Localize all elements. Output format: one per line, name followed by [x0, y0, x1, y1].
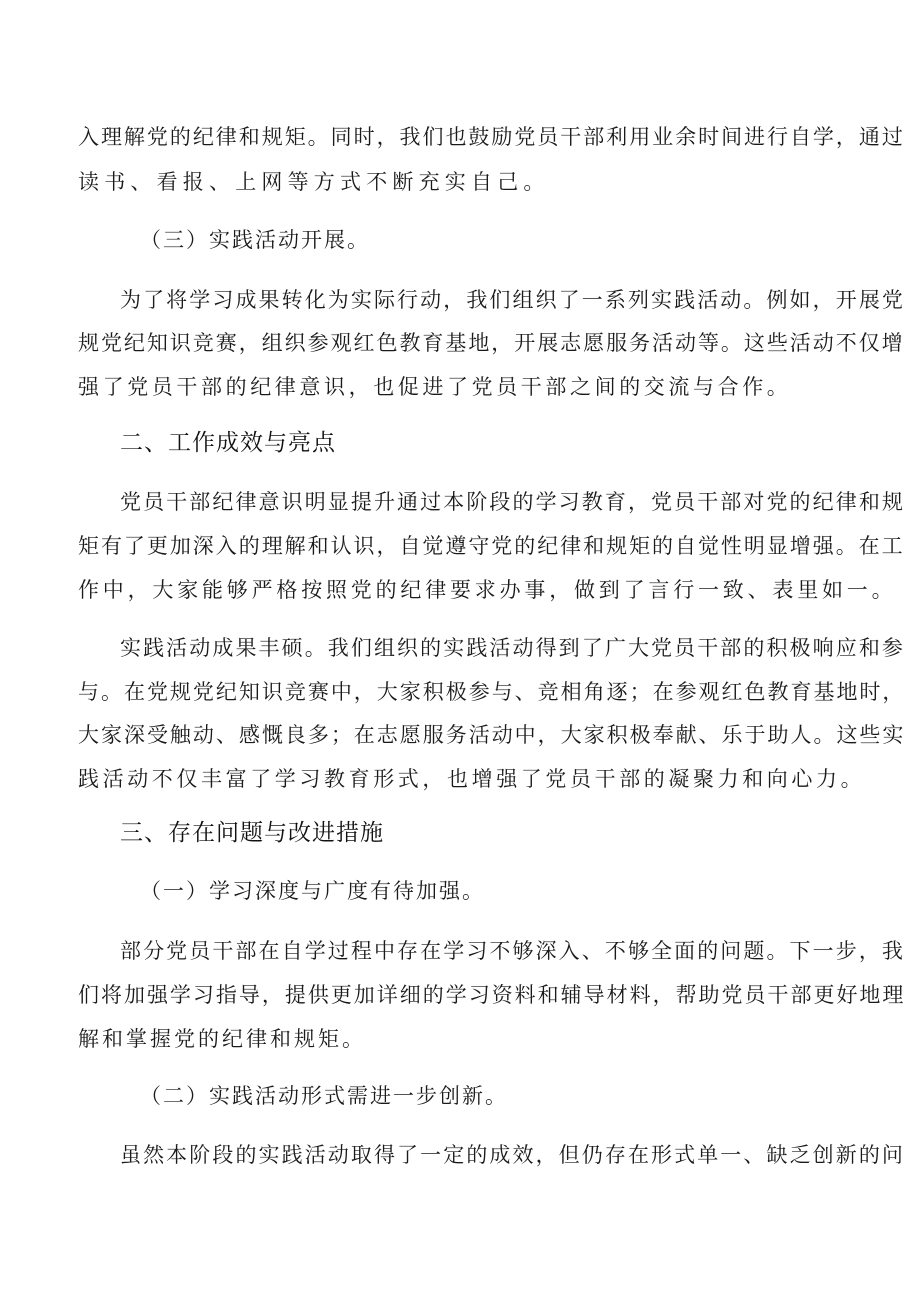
- paragraph-depth-line-1: 部分党员干部在自学过程中存在学习不够深入、不够全面的问题。下一步，我: [120, 939, 905, 963]
- paragraph-practice-line-2: 规党纪知识竞赛，组织参观红色教育基地，开展志愿服务活动等。这些活动不仅增: [78, 331, 905, 355]
- section-heading-problems: 三、存在问题与改进措施: [120, 820, 384, 846]
- paragraph-innovation-line-1: 虽然本阶段的实践活动取得了一定的成效，但仍存在形式单一、缺乏创新的问: [120, 1143, 905, 1167]
- paragraph-results-line-1: 实践活动成果丰硕。我们组织的实践活动得到了广大党员干部的积极响应和参: [120, 636, 905, 660]
- paragraph-intro-line-2: 读书、看报、上网等方式不断充实自己。: [78, 170, 550, 194]
- paragraph-results-line-3: 大家深受触动、感慨良多；在志愿服务活动中，大家积极奉献、乐于助人。这些实: [78, 723, 906, 747]
- paragraph-depth-line-3: 解和掌握党的纪律和规矩。: [78, 1027, 366, 1051]
- paragraph-practice-line-3: 强了党员干部的纪律意识，也促进了党员干部之间的交流与合作。: [78, 375, 792, 399]
- subheading-activity-innovation: （二）实践活动形式需进一步创新。: [140, 1084, 508, 1108]
- paragraph-awareness-line-1: 党员干部纪律意识明显提升通过本阶段的学习教育，党员干部对党的纪律和规: [120, 490, 905, 514]
- paragraph-practice-line-1: 为了将学习成果转化为实际行动，我们组织了一系列实践活动。例如，开展党: [120, 288, 905, 312]
- paragraph-intro-line-1: 入理解党的纪律和规矩。同时，我们也鼓励党员干部利用业余时间进行自学，通过: [78, 125, 905, 149]
- section-heading-results: 二、工作成效与亮点: [120, 430, 336, 456]
- subheading-learning-depth: （一）学习深度与广度有待加强。: [140, 879, 485, 903]
- paragraph-awareness-line-2: 矩有了更加深入的理解和认识，自觉遵守党的纪律和规矩的自觉性明显增强。在工: [78, 534, 905, 558]
- subheading-practice-activities: （三）实践活动开展。: [140, 228, 370, 252]
- paragraph-results-line-4: 践活动不仅丰富了学习教育形式，也增强了党员干部的凝聚力和向心力。: [78, 767, 866, 791]
- paragraph-depth-line-2: 们将加强学习指导，提供更加详细的学习资料和辅导材料，帮助党员干部更好地理: [78, 983, 906, 1007]
- paragraph-results-line-2: 与。在党规党纪知识竞赛中，大家积极参与、竞相角逐；在参观红色教育基地时，: [78, 680, 906, 704]
- paragraph-awareness-line-3: 作中，大家能够严格按照党的纪律要求办事，做到了言行一致、表里如一。: [78, 578, 897, 602]
